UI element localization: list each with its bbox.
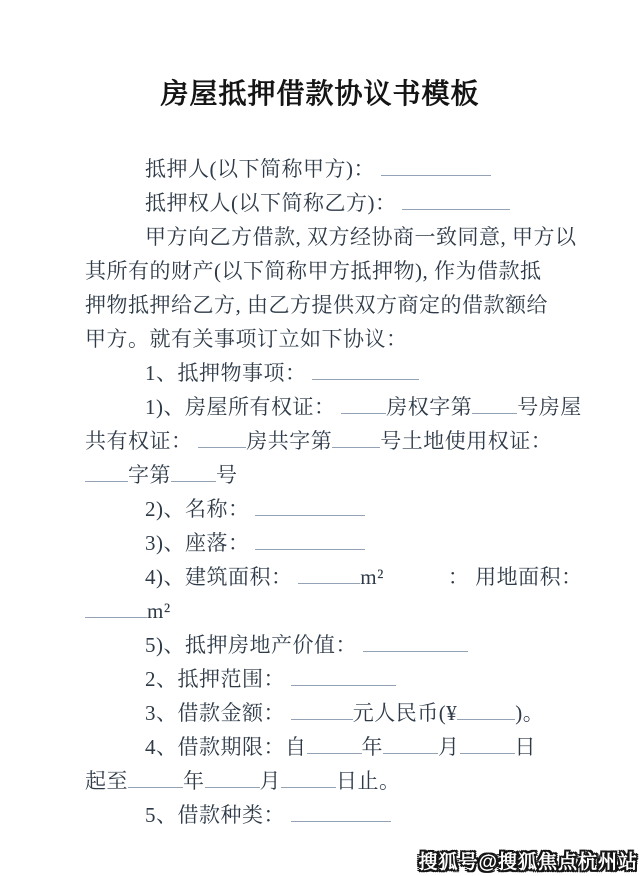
document-line xyxy=(85,356,575,390)
text-segment: 日止。 xyxy=(336,769,401,793)
fill-in-blank xyxy=(341,409,386,414)
fill-in-blank xyxy=(402,205,510,210)
fill-in-blank xyxy=(171,477,216,482)
text-segment: 1)、房屋所有权证： xyxy=(145,395,342,419)
text-segment: 抵押权人(以下简称乙方)： xyxy=(145,191,403,215)
text-segment: 号 xyxy=(216,463,238,487)
fill-in-blank xyxy=(281,783,336,788)
text-segment: 共有权证： xyxy=(85,429,199,453)
text-segment: 房共字第 xyxy=(246,429,333,453)
text-segment: 甲方。就有关事项订立如下协议： xyxy=(85,327,408,351)
fill-in-blank xyxy=(198,443,246,448)
document-line xyxy=(85,492,575,526)
text-segment: 2)、名称： xyxy=(145,497,256,521)
document-line xyxy=(85,288,575,322)
text-segment: 月 xyxy=(438,735,460,759)
text-segment: 5、借款种类： xyxy=(145,803,291,827)
text-segment: 年 xyxy=(361,735,383,759)
document-line xyxy=(85,764,575,798)
document-line xyxy=(85,730,575,764)
fill-in-blank xyxy=(128,783,183,788)
document-line xyxy=(85,152,575,186)
text-segment: 3)、座落： xyxy=(145,531,256,555)
fill-in-blank xyxy=(255,511,365,516)
document-line xyxy=(85,662,575,696)
fill-in-blank xyxy=(291,715,353,720)
document-line xyxy=(85,458,575,492)
text-segment: 元人民币(¥ xyxy=(352,701,458,725)
text-segment: 其所有的财产(以下简称甲方抵押物), 作为借款抵 xyxy=(85,259,542,283)
text-segment: 号土地使用权证： xyxy=(380,429,553,453)
fill-in-blank xyxy=(291,817,391,822)
fill-in-blank xyxy=(85,477,128,482)
text-segment: ： 用地面积： xyxy=(447,565,583,589)
fill-in-blank xyxy=(85,613,147,618)
document-line xyxy=(85,594,575,628)
text-segment: )。 xyxy=(515,701,545,725)
fill-in-blank xyxy=(332,443,380,448)
document-line xyxy=(85,322,575,356)
text-segment: 3、借款金额： xyxy=(145,701,291,725)
text-segment: 1、抵押物事项： xyxy=(145,361,313,385)
text-segment: 4、借款期限：自 xyxy=(145,735,307,759)
text-segment: 号房屋 xyxy=(517,395,582,419)
document-body xyxy=(85,152,583,832)
text-segment: 起至 xyxy=(85,769,128,793)
fill-in-blank xyxy=(312,375,419,380)
fill-in-blank xyxy=(383,749,438,754)
fill-in-blank xyxy=(381,171,491,176)
text-segment: 房权字第 xyxy=(386,395,473,419)
fill-in-blank xyxy=(205,783,260,788)
document-line xyxy=(85,390,582,424)
text-segment: 押物抵押给乙方, 由乙方提供双方商定的借款额给 xyxy=(85,293,548,317)
text-segment: 5)、抵押房地产价值： xyxy=(145,633,363,657)
text-segment: 甲方向乙方借款, 双方经协商一致同意, 甲方以 xyxy=(145,225,577,249)
text-segment: 2、抵押范围： xyxy=(145,667,291,691)
fill-in-blank xyxy=(472,409,517,414)
text-segment: 年 xyxy=(183,769,205,793)
text-segment: 月 xyxy=(259,769,281,793)
document-line xyxy=(85,186,575,220)
document-line xyxy=(85,424,575,458)
document-line xyxy=(85,526,575,560)
text-segment: m² xyxy=(360,565,384,589)
document-line xyxy=(85,254,575,288)
fill-in-blank xyxy=(298,579,360,584)
text-segment: 日 xyxy=(514,735,536,759)
text-segment: 4)、建筑面积： xyxy=(145,565,299,589)
fill-in-blank xyxy=(291,681,396,686)
watermark-souhu-badge: 搜狐号@搜狐焦点杭州站 xyxy=(418,852,638,873)
document-line xyxy=(85,798,575,832)
document-line xyxy=(85,628,575,662)
fill-in-blank xyxy=(457,715,515,720)
text-segment: 字第 xyxy=(128,463,171,487)
fill-in-blank xyxy=(307,749,362,754)
document-line xyxy=(85,560,583,594)
fill-in-blank xyxy=(255,545,365,550)
document-line xyxy=(85,220,575,254)
fill-in-blank xyxy=(363,647,468,652)
text-segment: m² xyxy=(147,599,171,623)
document-title: 房屋抵押借款协议书模板 xyxy=(160,78,480,109)
document-line xyxy=(85,696,575,730)
fill-in-blank xyxy=(460,749,515,754)
text-segment: 抵押人(以下简称甲方)： xyxy=(145,157,381,181)
